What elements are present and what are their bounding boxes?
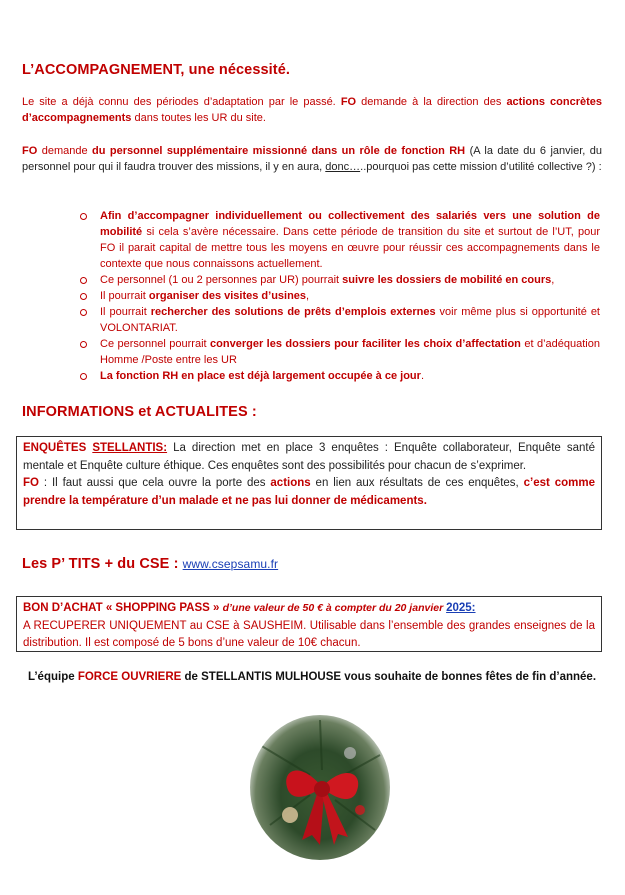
text-bold: rechercher des solutions de prêts d’emplois externes <box>150 306 436 318</box>
text-bold: du personnel supplémentaire missionné dans un rôle de fonction RH <box>92 145 466 157</box>
list-item <box>80 368 600 384</box>
circle-bullet-icon <box>80 309 87 316</box>
fo-label: FO <box>23 477 39 489</box>
list-item <box>80 304 600 336</box>
text: (A la date du 6 janvier, du personnel pour qui il faudra trouver des missions, il y en aura, <box>22 145 603 173</box>
text-bold-italic: d’une valeur de 50 € à compter du 20 janvier <box>222 602 447 614</box>
list-item <box>80 272 600 288</box>
section-title-text: Les P’ TITS + du CSE : <box>22 556 183 572</box>
circle-bullet-icon <box>80 213 87 220</box>
text: , <box>551 274 555 286</box>
text-bold: converger les dossiers pour faciliter les choix d’affectation <box>210 338 521 350</box>
box-label: ENQUÊTES <box>23 442 93 454</box>
text-bold: Afin d’accompagner individuellement ou collectivement des salariés vers une solution de mobilité <box>100 210 600 238</box>
text: si cela s’avère nécessaire. Dans cette période de transition du site et surtout de l’UT, pour FO il parait capital de mettre tous les moyens en œuvre pour réussir ces accompagnements dans le contexte que nous connaissons actuellement. <box>100 226 600 270</box>
circle-bullet-icon <box>80 341 87 348</box>
circle-bullet-icon <box>80 373 87 380</box>
text-bold: actions concrètes d’accompagnements <box>22 96 602 124</box>
text-bold: organiser des visites d’usines <box>148 290 307 302</box>
paragraph-intro <box>22 94 602 126</box>
text: Le site a déjà connu des périodes d’adaptation par le passé. <box>22 96 341 108</box>
list-item <box>80 336 600 368</box>
text-red: FORCE OUVRIERE <box>77 671 182 683</box>
box-shopping-pass <box>16 596 602 652</box>
text-bold: actions <box>270 477 311 489</box>
list-item <box>80 288 600 304</box>
text: dans toutes les UR du site. <box>131 112 266 124</box>
text: A RECUPERER UNIQUEMENT au CSE à SAUSHEIM. Utilisable dans l’ensemble des grandes enseignes de la distribution. Il est composé de 5 bons d’une valeur de 10€ chacun. <box>23 619 595 649</box>
ribbon-bow-icon <box>250 715 390 860</box>
text: , <box>306 290 310 302</box>
text: Ce personnel pourrait <box>100 338 211 350</box>
circle-bullet-icon <box>80 277 87 284</box>
cse-website-link[interactable]: www.csepsamu.fr <box>182 557 279 571</box>
circle-bullet-icon <box>80 293 87 300</box>
box-enquetes <box>16 436 602 530</box>
brand-name: STELLANTIS: <box>92 442 168 454</box>
text-bold: BON D’ACHAT « SHOPPING PASS » <box>23 602 223 614</box>
text: L’équipe <box>27 671 78 683</box>
fo-label: FO <box>340 96 357 108</box>
text: Il pourrait <box>100 306 151 318</box>
text: . <box>420 370 424 382</box>
text: : Il faut aussi que cela ouvre la porte des <box>38 477 271 489</box>
text-underline: donc… <box>325 161 361 173</box>
text: La direction met en place 3 enquêtes : Enquête collaborateur, Enquête santé mentale et Enquête culture éthique. Ces enquêtes sont des possibilités pour chacun de s’exprimer. <box>23 442 595 472</box>
text-bold: c’est comme prendre la température d’un malade et ne pas lui donner de médicaments. <box>23 477 595 507</box>
text: demande <box>37 145 93 157</box>
fo-label: FO <box>22 145 38 157</box>
paragraph-fo-demand <box>22 143 602 175</box>
bullet-list <box>80 208 600 384</box>
closing-message <box>22 668 602 686</box>
text: et d’adéquation Homme /Poste entre les UR <box>100 338 600 366</box>
text: de STELLANTIS MULHOUSE vous souhaite de bonnes fêtes de fin d’année. <box>181 671 597 683</box>
christmas-ribbon-image <box>250 715 390 860</box>
text: demande à la direction des <box>356 96 507 108</box>
section-title-accompagnement: L’ACCOMPAGNEMENT, une nécessité. <box>22 62 291 78</box>
text-bold: La fonction RH en place est déjà largement occupée à ce jour <box>100 370 421 382</box>
year: 2025: <box>446 602 476 614</box>
text: voir même plus si opportunité et VOLONTARIAT. <box>100 306 600 334</box>
list-item <box>80 208 600 272</box>
text: ..pourquoi pas cette mission d’utilité collective ?) : <box>360 161 602 173</box>
text: Ce personnel (1 ou 2 personnes par UR) pourrait <box>100 274 343 286</box>
section-title-informations: INFORMATIONS et ACTUALITES : <box>22 404 257 420</box>
text: Il pourrait <box>100 290 149 302</box>
section-title-petits-plus <box>22 556 278 572</box>
text: en lien aux résultats de ces enquêtes, <box>310 477 524 489</box>
text-bold: suivre les dossiers de mobilité en cours <box>342 274 552 286</box>
